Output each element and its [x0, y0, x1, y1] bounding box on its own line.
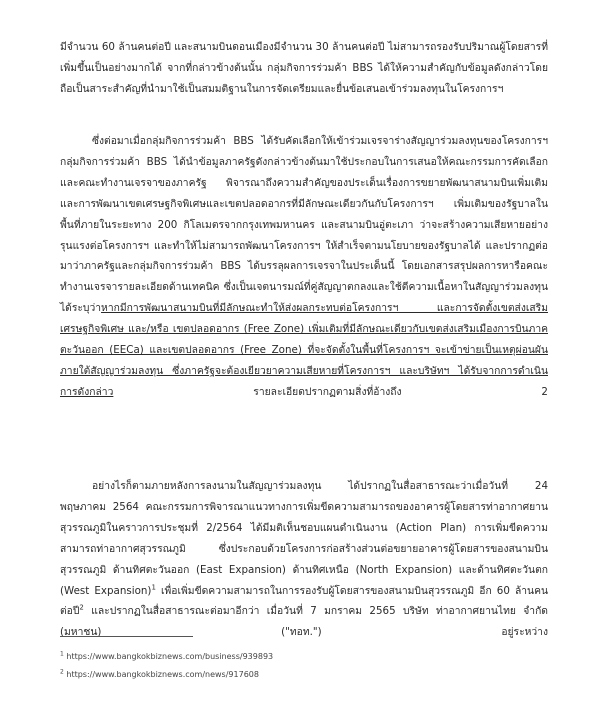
footnote-ref-2: 2 — [79, 604, 84, 613]
footnote-number: 2 — [60, 668, 64, 676]
footnote-2 — [60, 669, 259, 681]
footnote-number: 1 — [60, 650, 64, 658]
footnote-1 — [60, 651, 273, 663]
paragraph-3 — [60, 476, 548, 643]
paragraph-2-text: ซึ่งต่อมาเมื่อกลุ่มกิจการร่วมค้า BBS ได้รับคัดเลือกให้เข้าร่วมเจรจาร่างสัญญาร่วมลงทุนของโครงการฯ กลุ่มกิจการร่วมค้า BBS ได้นำข้อมูลภาครัฐดังกล่าวข้างต้นมาใช้ประกอบในการเสนอให้คณะกรรมการคัดเลือกและคณะทำงานเจรจาของภาครัฐ พิจารณาถึงความสำคัญของประเด็นเรื่องการขยายพัฒนาสนามบินเพิ่มเติมและการพัฒนาเขตเศรษฐกิจพิเศษและเขตปลอดอากรที่มีลักษณะเดียวกันกับโครงการฯ เพิ่มเติมของรัฐบาลในพื้นที่ภายในระยะทาง 200 กิโลเมตรจากกรุงเทพมหานคร และสนามบินอู่ตะเภา ว่าจะสร้างความเสียหายอย่างรุนแรงต่อโครงการฯ และทำให้ไม่สามารถพัฒนาโครงการฯ ให้สำเร็จตามนโยบายของรัฐบาลได้ และปรากฏต่อมาว่าภาครัฐและกลุ่มกิจการร่วมค้า BBS ได้บรรลุผลการเจรจาในประเด็นนี้ โดยเอกสารสรุปผลการหารือคณะทำงานเจรจารายละเอียดด้านเทคนิค ซึ่งเป็นเจตนารมณ์ที่คู่สัญญาตกลงและใช้ตีความเนื้อหาในสัญญาร่วมลงทุนได้ระบุว่า — [60, 135, 548, 315]
paragraph-2 — [60, 131, 548, 403]
footnote-divider — [60, 636, 193, 637]
footnote-link[interactable]: https://www.bangkokbiznews.com/news/917608 — [66, 670, 259, 679]
paragraph-2-tail: รายละเอียดปรากฏตามสิ่งที่อ้างถึง 2 — [113, 385, 548, 398]
paragraph-1: มีจำนวน 60 ล้านคนต่อปี และสนามบินดอนเมืองมีจำนวน 30 ล้านคนต่อปี ไม่สามารถรองรับปริมาณผู้โดยสารที่เพิ่มขึ้นเป็นอย่างมากได้ จากที่กล่าวข้างต้นนั้น กลุ่มกิจการร่วมค้า BBS ได้ให้ความสำคัญกับข้อมูลดังกล่าวโดยถือเป็นสาระสำคัญที่นำมาใช้เป็นสมมติฐานในการจัดเตรียมและยื่นข้อเสนอเข้าร่วมลงทุนในโครงการฯ — [60, 41, 548, 95]
footnote-link[interactable]: https://www.bangkokbiznews.com/business/939893 — [66, 652, 274, 661]
paragraph-3-text-b: เพื่อเพิ่มขีดความสามารถในการรองรับผู้โดยสารของสนามบินสุวรรณภูมิ อีก 60 ล้านคนต่อปี — [60, 584, 548, 618]
paragraph-2-underlined: หากมีการพัฒนาสนามบินที่มีลักษณะทำให้ส่งผลกระทบต่อโครงการฯ และการจัดตั้งเขตส่งเสริมเศรษฐกิจพิเศษ และ/หรือ เขตปลอดอากร (Free Zone) เพิ่มเติมที่มีลักษณะเดียวกับเขตส่งเสริมเมืองการบินภาคตะวันออก (EECa) และเขตปลอดอากร (Free Zone) ที่จะจัดตั้งในพื้นที่โครงการฯ จะเข้าข่ายเป็นเหตุผ่อนผันภายใต้สัญญาร่วมลงทุน ซึ่งภาครัฐจะต้องเยียวยาความเสียหายที่โครงการฯ และบริษัทฯ ได้รับจากการดำเนินการดังกล่าว — [60, 302, 548, 398]
footnote-ref-1: 1 — [151, 583, 156, 592]
paragraph-3-text-c: และปรากฏในสื่อสาธารณะต่อมาอีกว่า เมื่อวันที่ 7 มกราคม 2565 บริษัท ท่าอากาศยานไทย จำกัด (มหาชน) ("ทอท.") อยู่ระหว่าง — [60, 605, 548, 639]
paragraph-3-text-a: อย่างไรก็ตามภายหลังการลงนามในสัญญาร่วมลงทุน ได้ปรากฏในสื่อสาธารณะว่าเมื่อวันที่ 24 พฤษภาคม 2564 คณะกรรมการพิจารณาแนวทางการเพิ่มขีดความสามารถของอาคารผู้โดยสารท่าอากาศยานสุวรรณภูมิในคราวการประชุมที่ 2/2564 ได้มีมติเห็นชอบแผนดำเนินงาน (Action Plan) การเพิ่มขีดความสามารถท่าอากาศสุวรรณภูมิ ซึ่งประกอบด้วยโครงการก่อสร้างส่วนต่อขยายอาคารผู้โดยสารของสนามบินสุวรรณภูมิ ด้านทิศตะวันออก (East Expansion) ด้านทิศเหนือ (North Expansion) และด้านทิศตะวันตก (West Expansion) — [60, 480, 548, 597]
